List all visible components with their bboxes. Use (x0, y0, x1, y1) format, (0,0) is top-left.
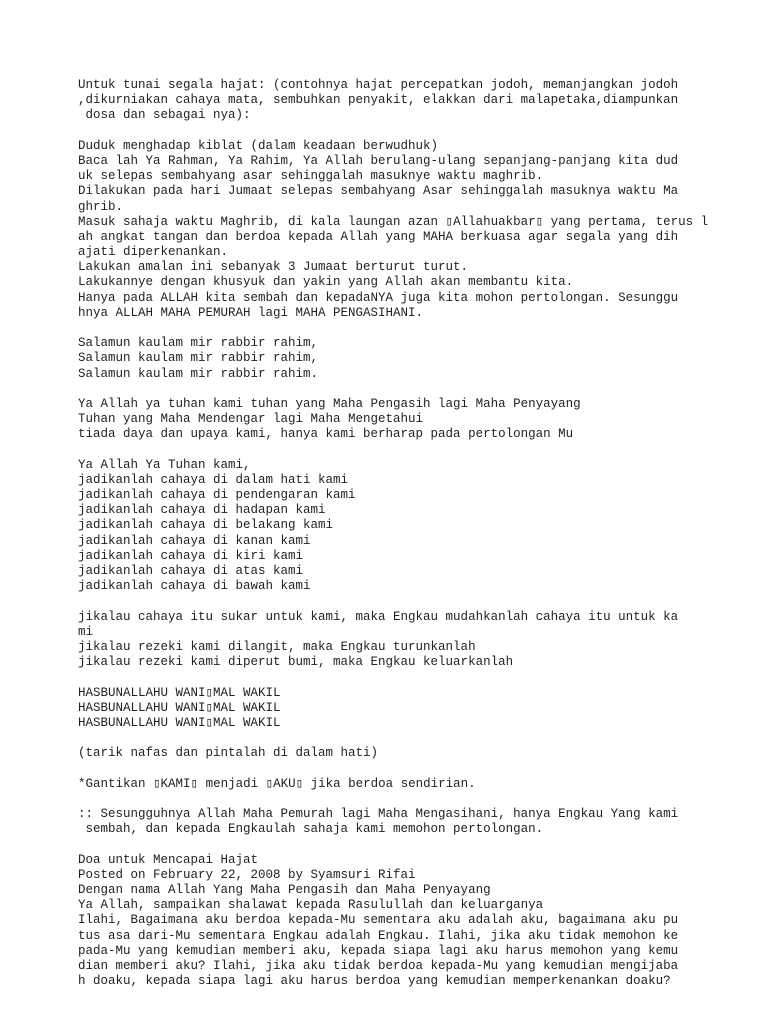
text-line: jadikanlah cahaya di dalam hati kami (78, 472, 349, 487)
text-line: uk selepas sembahyang asar sehinggalah masuknye waktu maghrib. (78, 169, 544, 184)
text-line: pada-Mu yang kemudian memberi aku, kepada siapa lagi aku harus memohon yang kemu (78, 943, 679, 958)
text-line: ,dikurniakan cahaya mata, sembuhkan penyakit, elakkan dari malapetaka,diampunkan (78, 93, 679, 108)
text-line: h doaku, kepada siapa lagi aku harus berdoa yang kemudian memperkenankan doaku? (78, 974, 671, 989)
text-line: jikalau cahaya itu sukar untuk kami, maka Engkau mudahkanlah cahaya itu untuk ka (78, 609, 679, 624)
text-line: Salamun kaulam mir rabbir rahim. (78, 366, 319, 381)
text-line: jadikanlah cahaya di atas kami (78, 564, 304, 578)
text-line: Lakukannye dengan khusyuk dan yakin yang Allah akan membantu kita. (78, 275, 574, 290)
text-line: jikalau rezeki kami dilangit, maka Engkau turunkanlah (78, 639, 476, 654)
text-line: HASBUNALLAHU WANI▯MAL WAKIL (78, 685, 281, 700)
text-line: Ilahi, Bagaimana aku berdoa kepada-Mu sementara aku adalah aku, bagaimana aku pu (78, 913, 679, 928)
text-line: dian memberi aku? Ilahi, jika aku tidak berdoa kepada-Mu yang kemudian mengijaba (78, 958, 679, 973)
text-line: Lakukan amalan ini sebanyak 3 Jumaat berturut turut. (78, 260, 469, 275)
text-line: ah angkat tangan dan berdoa kepada Allah yang MAHA berkuasa agar segala yang dih (78, 229, 679, 244)
text-line: Duduk menghadap kiblat (dalam keadaan berwudhuk) (78, 138, 439, 153)
text-line: Salamun kaulam mir rabbir rahim, (78, 336, 319, 351)
document-body (78, 78, 738, 1004)
paragraph (78, 853, 738, 990)
paragraph (78, 686, 738, 732)
text-line: dosa dan sebagai nya): (78, 108, 251, 123)
text-line: jikalau rezeki kami diperut bumi, maka Engkau keluarkanlah (78, 655, 514, 670)
text-line: Tuhan yang Maha Mendengar lagi Maha Mengetahui (78, 412, 424, 427)
paragraph (78, 777, 738, 792)
text-line: Ya Allah, sampaikan shalawat kepada Rasulullah dan keluarganya (78, 898, 544, 913)
text-line: Posted on February 22, 2008 by Syamsuri Rifai (78, 867, 416, 882)
paragraph (78, 746, 738, 761)
text-line: ajati diperkenankan. (78, 245, 229, 260)
text-line: jadikanlah cahaya di kanan kami (78, 533, 311, 548)
text-line: mi (78, 624, 94, 639)
paragraph (78, 139, 738, 321)
text-line: Untuk tunai segala hajat: (contohnya hajat percepatkan jodoh, memanjangkan jodoh (78, 78, 679, 92)
text-line: Masuk sahaja waktu Maghrib, di kala laungan azan ▯Allahuakbar▯ yang pertama, terus l (78, 214, 709, 229)
text-line: Dengan nama Allah Yang Maha Pengasih dan Maha Penyayang (78, 882, 491, 897)
text-line: Baca lah Ya Rahman, Ya Rahim, Ya Allah berulang-ulang sepanjang-panjang kita dud (78, 153, 679, 168)
text-line: tus asa dari-Mu sementara Engkau adalah Engkau. Ilahi, jika aku tidak memohon ke (78, 928, 679, 943)
text-line: Hanya pada ALLAH kita sembah dan kepadaNYA juga kita mohon pertolongan. Sesunggu (78, 290, 679, 305)
text-line: :: Sesungguhnya Allah Maha Pemurah lagi Maha Mengasihani, hanya Engkau Yang kami (78, 807, 679, 821)
text-line: jadikanlah cahaya di bawah kami (78, 579, 311, 594)
text-line: jadikanlah cahaya di kiri kami (78, 548, 304, 563)
text-line: *Gantikan ▯KAMI▯ menjadi ▯AKU▯ jika berdoa sendirian. (78, 776, 476, 791)
paragraph (78, 807, 738, 837)
text-line: ghrib. (78, 199, 124, 214)
text-line: Salamun kaulam mir rabbir rahim, (78, 351, 319, 366)
paragraph (78, 397, 738, 443)
text-line: Dilakukan pada hari Jumaat selepas sembahyang Asar sehinggalah masuknya waktu Ma (78, 184, 679, 199)
text-line: hnya ALLAH MAHA PEMURAH lagi MAHA PENGASIHANI. (78, 305, 424, 320)
text-line: HASBUNALLAHU WANI▯MAL WAKIL (78, 700, 281, 715)
paragraph (78, 336, 738, 382)
text-line: jadikanlah cahaya di pendengaran kami (78, 488, 356, 503)
text-line: (tarik nafas dan pintalah di dalam hati) (78, 746, 379, 761)
text-line: jadikanlah cahaya di hadapan kami (78, 503, 326, 518)
text-line: tiada daya dan upaya kami, hanya kami berharap pada pertolongan Mu (78, 427, 574, 442)
text-line: jadikanlah cahaya di belakang kami (78, 518, 334, 533)
text-line: Ya Allah ya tuhan kami tuhan yang Maha Pengasih lagi Maha Penyayang (78, 396, 581, 411)
paragraph (78, 610, 738, 671)
text-line: HASBUNALLAHU WANI▯MAL WAKIL (78, 715, 281, 730)
paragraph (78, 458, 738, 595)
text-line: Ya Allah Ya Tuhan kami, (78, 457, 251, 472)
text-line: Doa untuk Mencapai Hajat (78, 852, 259, 867)
paragraph (78, 78, 738, 124)
text-line: sembah, dan kepada Engkaulah sahaja kami memohon pertolongan. (78, 822, 544, 837)
